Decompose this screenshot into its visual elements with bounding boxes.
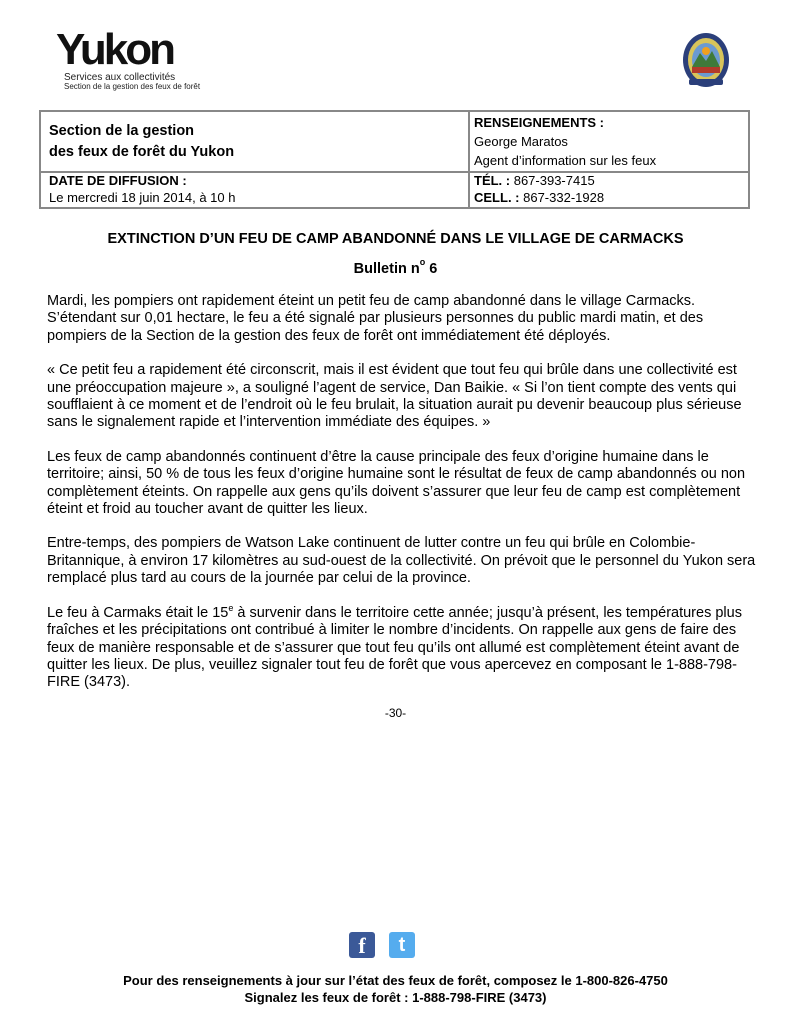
cellphone: [474, 189, 604, 206]
department-name: Services aux collectivités: [64, 72, 176, 83]
footer-info-line: Pour des renseignements à jour sur l’état des feux de forêt, composez le 1-800-826-4750: [123, 973, 668, 988]
telephone-value: 867-393-7415: [510, 173, 595, 188]
article-body: [47, 293, 757, 709]
wildland-fire-crest-icon: [681, 27, 731, 97]
facebook-glyph: f: [358, 933, 366, 958]
paragraph: Les feux de camp abandonnés continuent d’être la cause principale des feux d’origine humaine dans le territoire; ainsi, 50 % de tous les feux d’origine humaine sont le résultat de feux de camp abandonnés ou non complètement éteints. On rappelle aux gens qu’ils doivent s’assurer que leur feu de camp est complètement éteint et froid au toucher avant de quitter les lieux.: [47, 448, 746, 518]
section-title-line: des feux de forêt du Yukon: [49, 144, 235, 160]
telephone-label: TÉL. :: [474, 173, 511, 188]
facebook-icon[interactable]: [349, 932, 375, 958]
twitter-glyph: t: [398, 934, 406, 956]
release-date-label: DATE DE DIFFUSION :: [49, 173, 187, 188]
cellphone-label: CELL. :: [474, 190, 520, 205]
telephone: [474, 172, 595, 189]
headline: EXTINCTION D’UN FEU DE CAMP ABANDONNÉ DANS LE VILLAGE DE CARMACKS: [107, 231, 684, 247]
table-divider: [468, 112, 470, 207]
paragraph: « Ce petit feu a rapidement été circonscrit, mais il est évident que tout feu qui brûle dans une collectivité est une préoccupation majeure », a souligné l’agent de service, Dan Baikie. « Si l’on tient compte des vents qui soufflaient à ce moment et de l’endroit où le feu brulait, la situation aurait pu devenir beaucoup plus sérieuse sans le signalement rapide et l’intervention immédiate des équipes. »: [47, 362, 742, 431]
paragraph: [47, 602, 757, 692]
branch-name: Section de la gestion des feux de forêt: [64, 82, 201, 91]
bulletin-prefix: Bulletin n: [353, 260, 420, 277]
release-info-table: [39, 110, 750, 209]
contact-label: RENSEIGNEMENTS :: [474, 115, 605, 130]
contact-name: George Maratos: [474, 134, 568, 149]
bulletin-sup: o: [419, 257, 426, 267]
twitter-icon[interactable]: [389, 932, 415, 958]
paragraph: Mardi, les pompiers ont rapidement éteint un petit feu de camp abandonné dans le village Carmacks. S’étendant sur 0,01 hectare, le feu a été signalé par plusieurs personnes du public mardi matin, et des pompiers de la Section de la gestion des feux de forêt ont immédiatement été déployés.: [47, 293, 704, 344]
paragraph-text: à survenir dans le territoire cette année; jusqu’à présent, les températures plus fraîches et les précipitations ont contribué à limiter le nombre d’incidents. On rappelle aux gens de faire des feux de manière responsable et de s’assurer que tout feu qu’ils ont allumé est complètement éteint avant de quitter les lieux. De plus, veuillez signaler tout feu de forêt que vous apercevez en composant le 1-888-798-FIRE (3473).: [47, 604, 742, 691]
end-mark: -30-: [384, 706, 407, 720]
paragraph-text: Le feu à Carmaks était le 15: [47, 604, 229, 621]
yukon-logo: [56, 26, 256, 96]
logo-wordmark: Yukon: [56, 25, 174, 74]
bulletin-value: 6: [425, 260, 438, 277]
paragraph: Entre-temps, des pompiers de Watson Lake continuent de lutter contre un feu qui brûle en Colombie-Britannique, à environ 17 kilomètres au sud-ouest de la collectivité. On prévoit que le personnel du Yukon sera remplacé plus tard au cours de la journée par celui de la province.: [47, 535, 756, 587]
release-date-value: Le mercredi 18 juin 2014, à 10 h: [49, 190, 236, 205]
cellphone-value: 867-332-1928: [519, 190, 605, 205]
section-title-line: Section de la gestion: [49, 123, 195, 139]
section-title: [49, 121, 234, 163]
bulletin-number: [0, 254, 791, 279]
footer-report-line: Signalez les feux de forêt : 1-888-798-FIRE (3473): [244, 990, 547, 1005]
ordinal-sup: e: [228, 602, 234, 613]
contact-role: Agent d’information sur les feux: [474, 153, 657, 168]
